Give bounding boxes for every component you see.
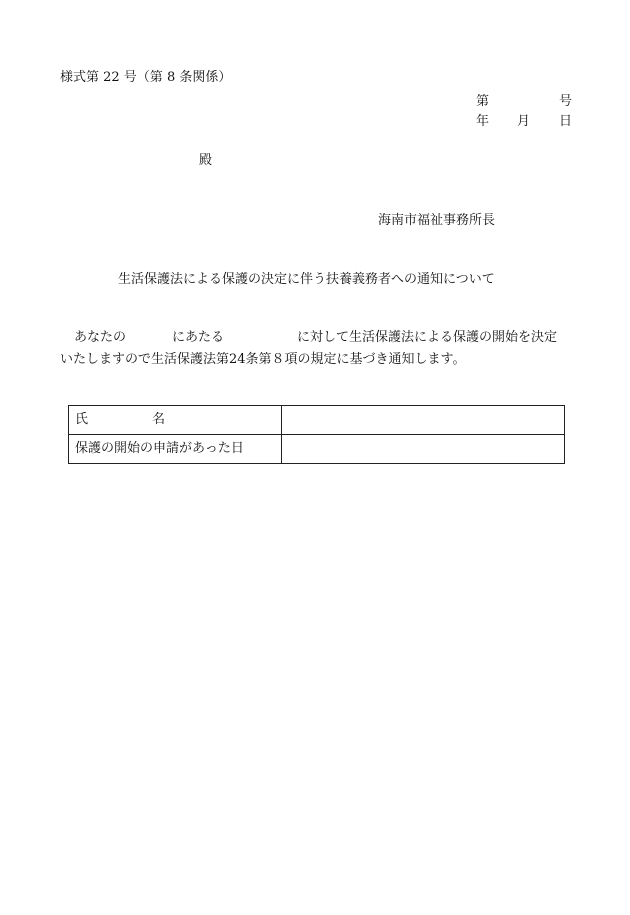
application-date-value-cell — [282, 435, 565, 464]
table-row — [69, 435, 565, 464]
name-label-part2: 名 — [152, 412, 166, 427]
name-label-cell — [69, 406, 282, 435]
body-paragraph-line1 — [74, 330, 579, 346]
date-day-label: 日 — [559, 114, 573, 129]
issuer-name: 海南市福祉事務所長 — [378, 213, 496, 228]
recipient-info-table — [68, 405, 565, 464]
body-segment-2: にあたる — [172, 330, 225, 345]
name-label-part1: 氏 — [75, 412, 89, 427]
date-month-label: 月 — [517, 114, 531, 129]
body-segment-3: に対して生活保護法による保護の開始を決定 — [297, 330, 558, 345]
table-row — [69, 406, 565, 435]
name-value-cell — [282, 406, 565, 435]
document-title: 生活保護法による保護の決定に伴う扶養義務者への通知について — [118, 272, 495, 287]
body-paragraph-line2: いたしますので生活保護法第24条第８項の規定に基づき通知します。 — [60, 352, 466, 367]
body-segment-1: あなたの — [74, 330, 127, 345]
addressee-honorific: 殿 — [199, 153, 213, 168]
date-year-label: 年 — [476, 114, 490, 129]
application-date-label-cell: 保護の開始の申請があった日 — [69, 435, 282, 464]
document-number-prefix: 第 — [476, 94, 490, 109]
form-number: 様式第 22 号（第 8 条関係） — [60, 70, 232, 85]
document-number-suffix: 号 — [559, 94, 573, 109]
